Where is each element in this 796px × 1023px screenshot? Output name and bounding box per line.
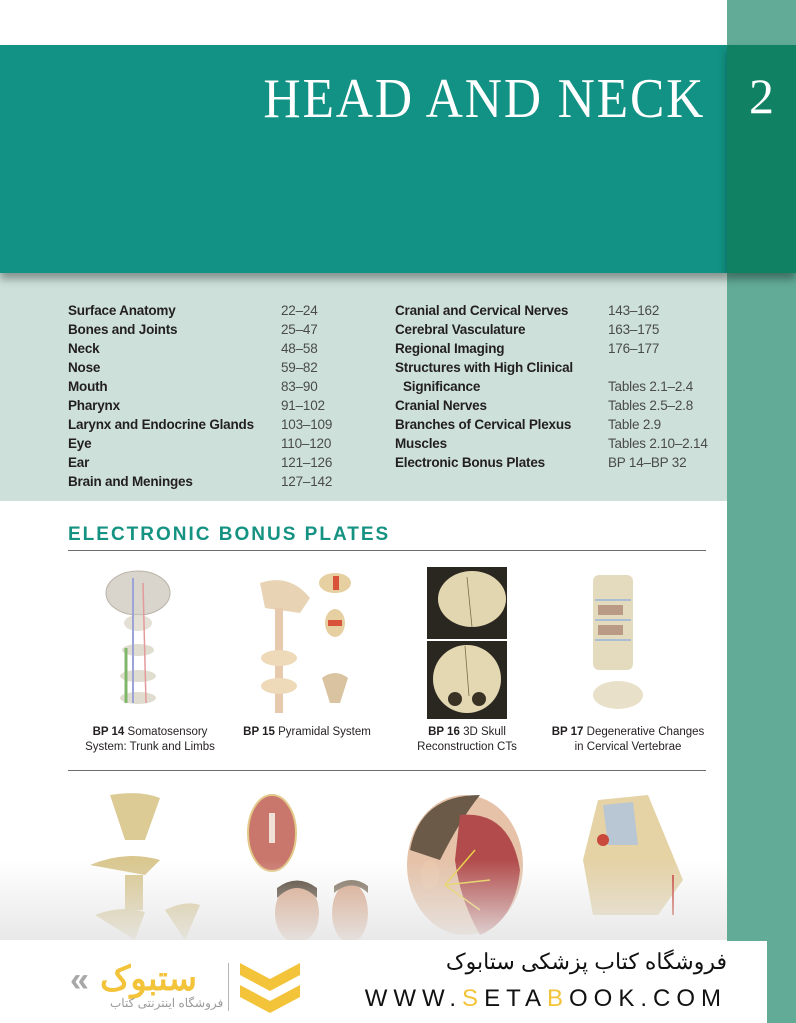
chapter-number: 2 (749, 68, 774, 124)
contents-pages: 83–90 (281, 379, 318, 394)
contents-column-left (68, 301, 332, 491)
contents-row[interactable] (68, 339, 332, 358)
contents-label: Cerebral Vasculature (395, 322, 526, 337)
plate-bp14[interactable] (75, 725, 225, 755)
url-part: WWW. (364, 985, 463, 1012)
contents-row[interactable] (395, 301, 708, 320)
plate-caption: 3D Skull (463, 726, 506, 738)
plate-caption: Degenerative Changes (586, 726, 705, 738)
skull-ct-image (427, 567, 507, 639)
store-logo-subtitle: فروشگاه اینترنتی کتاب (110, 996, 224, 1010)
plate-id: BP 17 (551, 726, 584, 738)
shop-name: فروشگاه کتاب پزشکی ستابوک (445, 949, 727, 974)
plate-caption: Pyramidal System (278, 726, 371, 738)
contents-pages: 25–47 (281, 322, 318, 337)
heading-divider (68, 550, 706, 551)
brain-spinal-cord-image (98, 568, 178, 708)
chevron-logo-icon (240, 963, 300, 1020)
contents-label: Electronic Bonus Plates (395, 455, 545, 470)
plates-divider (68, 770, 706, 771)
contents-pages: 143–162 (608, 303, 660, 318)
contents-label: Branches of Cervical Plexus (395, 417, 572, 432)
contents-label: Pharynx (68, 398, 120, 413)
contents-row[interactable] (68, 434, 332, 453)
contents-label: Muscles (395, 436, 447, 451)
contents-label: Ear (68, 455, 90, 470)
contents-row[interactable] (68, 472, 332, 491)
plate-bp15[interactable] (232, 725, 382, 740)
plate-bp16[interactable] (392, 725, 542, 755)
plate-caption: Somatosensory (127, 726, 208, 738)
url-part: OOK.COM (568, 985, 727, 1012)
pyramidal-system-image (240, 568, 360, 718)
contents-pages: 176–177 (608, 341, 660, 356)
contents-row[interactable] (68, 320, 332, 339)
chapter-header (0, 45, 727, 273)
plate-bp17[interactable] (548, 725, 708, 755)
contents-label: Surface Anatomy (68, 303, 176, 318)
bp16-skull-frontal-ct[interactable] (427, 641, 507, 719)
contents-pages: 127–142 (281, 474, 333, 489)
plate-caption-line2: in Cervical Vertebrae (574, 741, 682, 753)
shop-url-link[interactable] (365, 985, 727, 1013)
chapter-number-tab (727, 45, 796, 273)
contents-label: Mouth (68, 379, 108, 394)
contents-pages: Tables 2.1–2.4 (608, 379, 694, 394)
contents-label: Larynx and Endocrine Glands (68, 417, 254, 432)
contents-pages: Tables 2.5–2.8 (608, 398, 694, 413)
contents-row[interactable] (395, 358, 708, 377)
plate-caption-line2: Reconstruction CTs (417, 741, 517, 753)
contents-pages: 121–126 (281, 455, 333, 470)
contents-pages: BP 14–BP 32 (608, 455, 687, 470)
contents-row[interactable] (395, 320, 708, 339)
contents-pages: 110–120 (281, 436, 332, 451)
url-part-highlight: S (462, 985, 485, 1012)
skull-ct-frontal-image (427, 641, 507, 719)
plate-caption-line2: System: Trunk and Limbs (85, 741, 215, 753)
contents-label: Significance (403, 379, 481, 394)
url-part-highlight: B (546, 985, 569, 1012)
contents-label: Nose (68, 360, 101, 375)
contents-pages: 91–102 (281, 398, 325, 413)
bp15-illustration[interactable] (240, 568, 360, 718)
contents-row[interactable] (68, 453, 332, 472)
logo-arrows-icon: « (70, 961, 89, 999)
contents-label: Cranial and Cervical Nerves (395, 303, 569, 318)
contents-row[interactable] (68, 396, 332, 415)
contents-pages: 103–109 (281, 417, 333, 432)
contents-row[interactable] (395, 434, 708, 453)
contents-label: Bones and Joints (68, 322, 178, 337)
contents-row[interactable] (395, 396, 708, 415)
contents-pages: 163–175 (608, 322, 660, 337)
contents-row[interactable] (395, 377, 708, 396)
contents-pages: 48–58 (281, 341, 318, 356)
contents-row[interactable] (395, 339, 708, 358)
plate-id: BP 15 (243, 726, 275, 738)
contents-row[interactable] (395, 453, 708, 472)
store-footer (30, 941, 767, 1023)
chapter-title: HEAD AND NECK (263, 68, 705, 130)
chapter-contents (0, 273, 727, 501)
logo-separator (228, 963, 229, 1011)
contents-row[interactable] (68, 377, 332, 396)
contents-label: Brain and Meninges (68, 474, 193, 489)
store-logo-text: ستبوک (100, 960, 198, 998)
contents-label: Neck (68, 341, 100, 356)
contents-label: Structures with High Clinical (395, 360, 573, 375)
contents-pages: Table 2.9 (608, 417, 661, 432)
bp17-illustration[interactable] (583, 570, 653, 710)
footer-fade (0, 860, 727, 940)
bonus-plates-heading: ELECTRONIC BONUS PLATES (68, 524, 391, 545)
contents-row[interactable] (68, 358, 332, 377)
contents-label: Cranial Nerves (395, 398, 487, 413)
contents-label: Eye (68, 436, 92, 451)
plate-id: BP 16 (428, 726, 460, 738)
contents-column-right (395, 301, 708, 472)
cervical-vertebrae-image (583, 570, 653, 710)
url-part: ETA (484, 985, 547, 1012)
contents-pages: 59–82 (281, 360, 318, 375)
contents-label: Regional Imaging (395, 341, 505, 356)
contents-pages: Tables 2.10–2.14 (608, 436, 708, 451)
bp16-skull-lateral-ct[interactable] (427, 567, 507, 639)
contents-row[interactable] (68, 415, 332, 434)
plate-id: BP 14 (92, 726, 125, 738)
bp14-illustration[interactable] (98, 568, 178, 708)
contents-row[interactable] (395, 415, 708, 434)
contents-row[interactable] (68, 301, 332, 320)
contents-pages: 22–24 (281, 303, 318, 318)
